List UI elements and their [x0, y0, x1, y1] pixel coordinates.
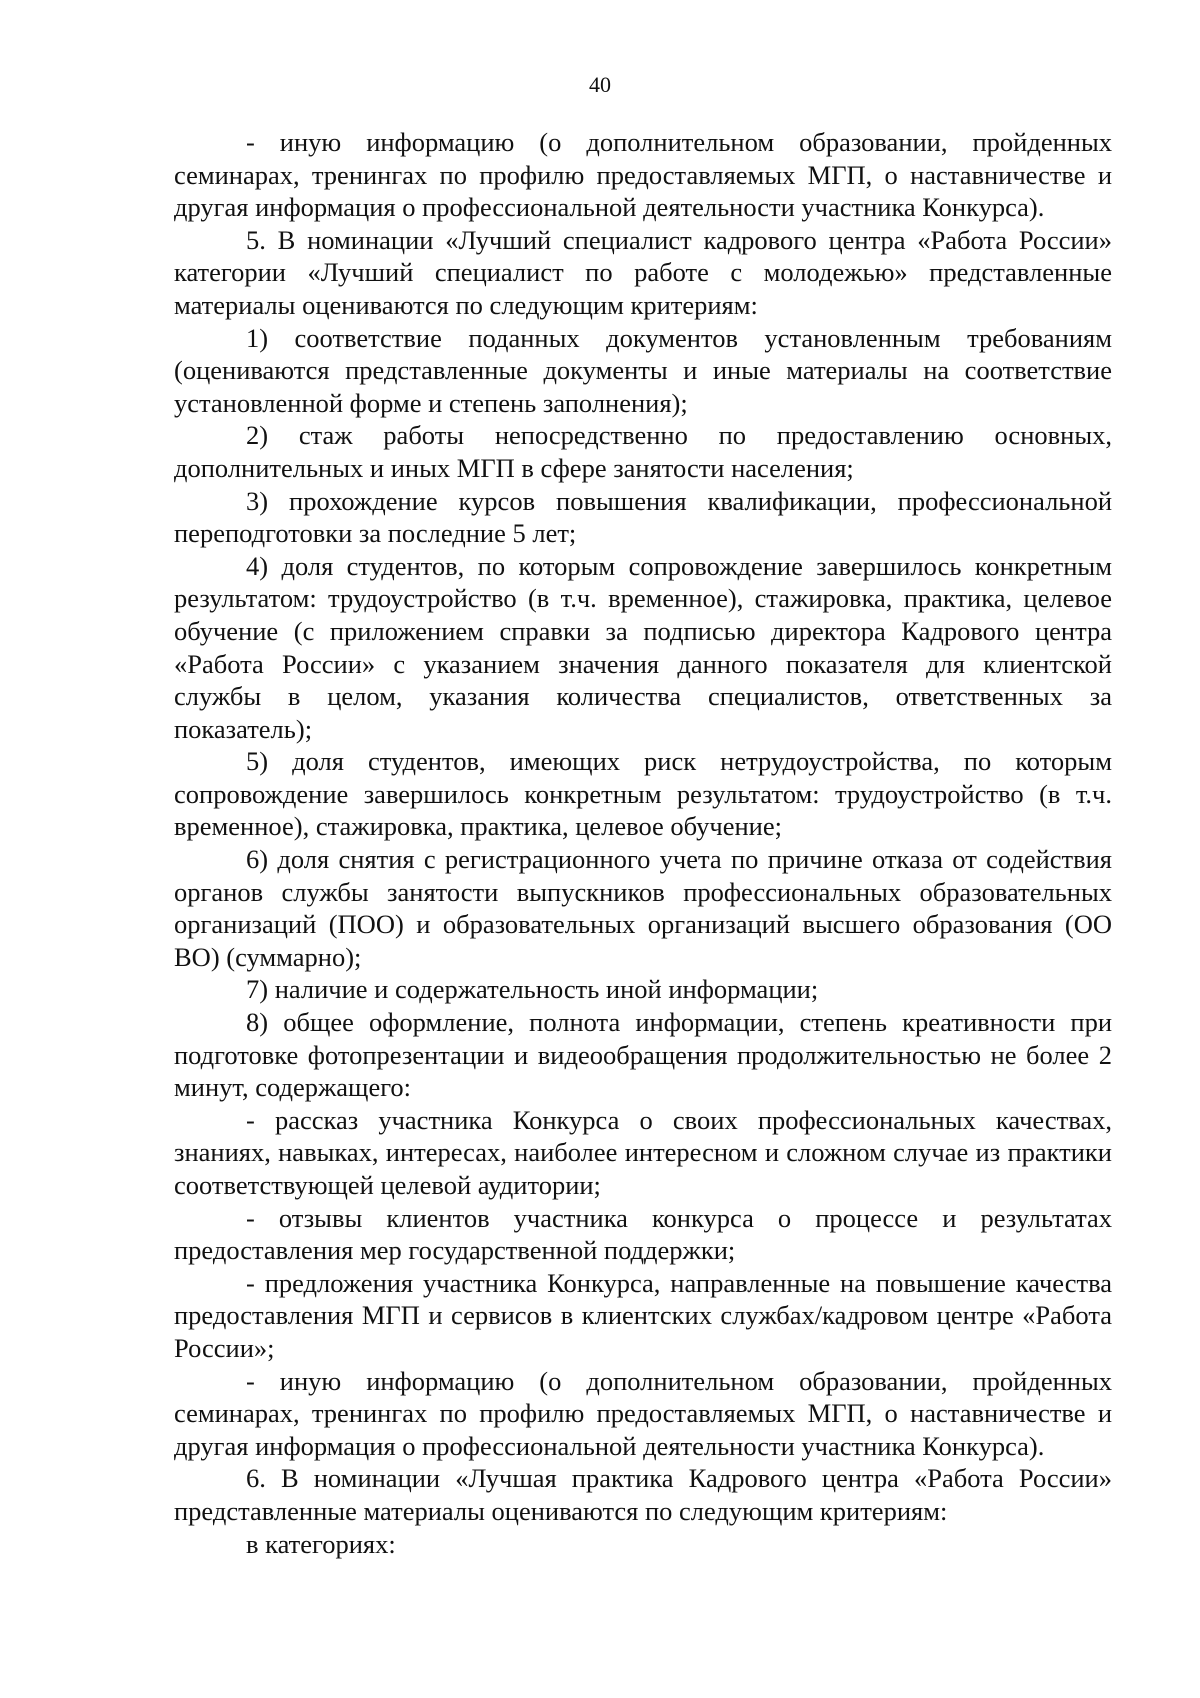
paragraph: 7) наличие и содержательность иной информации;: [246, 974, 819, 1005]
page-number: 40: [589, 72, 611, 97]
paragraph: - иную информацию (о дополнительном образовании, пройденных семинарах, тренингах по профилю предоставляемых МГП, о наставничестве и другая информация о профессиональной деятельности участника Конкурса).: [174, 127, 1112, 223]
paragraph: 2) стаж работы непосредственно по предоставлению основных, дополнительных и иных МГП в сфере занятости населения;: [174, 420, 1112, 483]
paragraph: 3) прохождение курсов повышения квалификации, профессиональной переподготовки за последние 5 лет;: [174, 485, 1112, 549]
paragraph: 5) доля студентов, имеющих риск нетрудоустройства, по которым сопровождение завершилось конкретным результатом: трудоустройство (в т.ч. временное), стажировка, практика, целевое обучение;: [174, 746, 1112, 842]
paragraph: - предложения участника Конкурса, направленные на повышение качества предоставления МГП и сервисов в клиентских службах/кадровом центре «Работа России»;: [174, 1267, 1112, 1363]
paragraph: 1) соответствие поданных документов установленным требованиям (оцениваются представленные документы и иные материалы на соответствие установленной форме и степень заполнения);: [174, 322, 1112, 418]
paragraph: 8) общее оформление, полнота информации, степень креативности при подготовке фотопрезентации и видеообращения продолжительностью не более 2 минут, содержащего:: [174, 1007, 1112, 1103]
paragraph: 6. В номинации «Лучшая практика Кадрового центра «Работа России» представленные материалы оцениваются по следующим критериям:: [174, 1463, 1112, 1526]
paragraph: в категориях:: [246, 1528, 396, 1559]
paragraph: 5. В номинации «Лучший специалист кадрового центра «Работа России» категории «Лучший специалист по работе с молодежью» представленные материалы оцениваются по следующим критериям:: [174, 224, 1112, 320]
paragraph: 4) доля студентов, по которым сопровождение завершилось конкретным результатом: трудоустройство (в т.ч. временное), стажировка, практика, целевое обучение (с приложением справки за подписью директора Кадрового центра «Работа России» с указанием значения данного показателя для клиентской службы в целом, указания количества специалистов, ответственных за показатель);: [174, 550, 1112, 744]
document-body: [174, 126, 1112, 1560]
paragraph: - иную информацию (о дополнительном образовании, пройденных семинарах, тренингах по профилю предоставляемых МГП, о наставничестве и другая информация о профессиональной деятельности участника Конкурса).: [174, 1365, 1112, 1461]
paragraph: - рассказ участника Конкурса о своих профессиональных качествах, знаниях, навыках, интересах, наиболее интересном и сложном случае из практики соответствующей целевой аудитории;: [174, 1104, 1112, 1200]
paragraph: 6) доля снятия с регистрационного учета по причине отказа от содействия органов службы занятости выпускников профессиональных образовательных организаций (ПОО) и образовательных организаций высшего образования (ОО ВО) (суммарно);: [174, 844, 1112, 972]
paragraph: - отзывы клиентов участника конкурса о процессе и результатах предоставления мер государственной поддержки;: [174, 1202, 1112, 1266]
